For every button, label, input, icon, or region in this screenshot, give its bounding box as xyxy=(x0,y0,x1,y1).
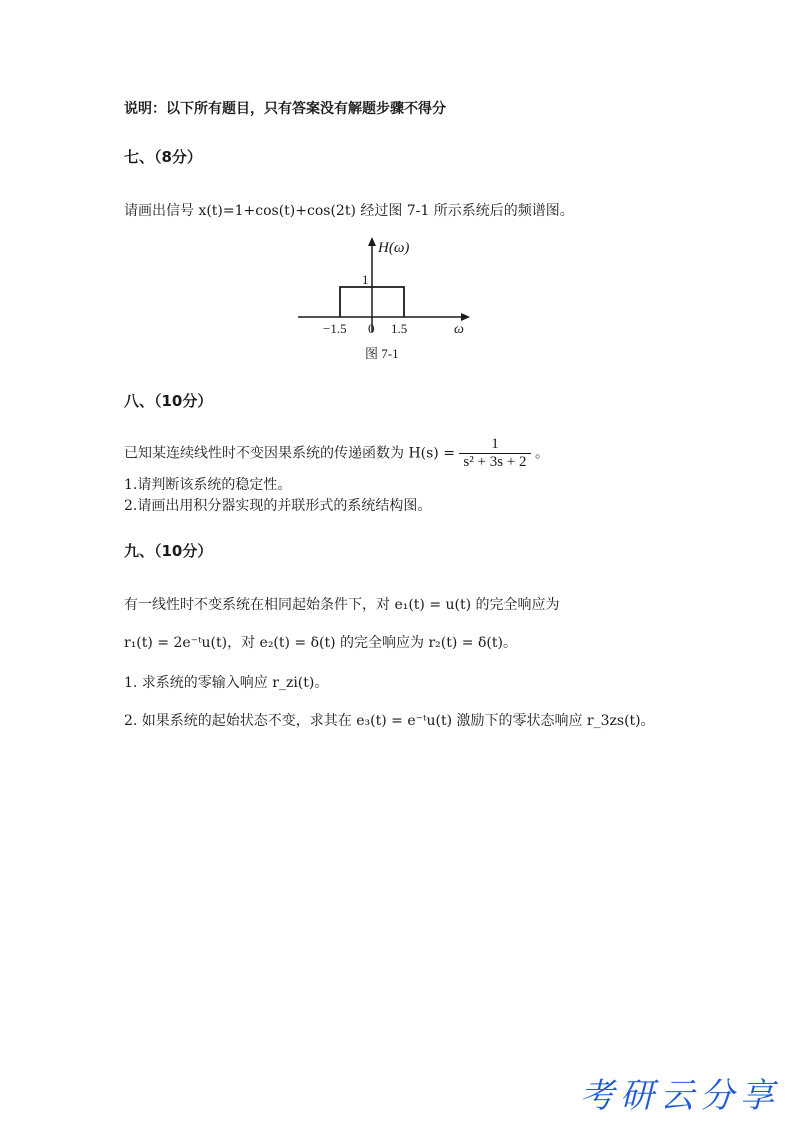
q9-line-1: 有一线性时不变系统在相同起始条件下，对 e₁(t) = u(t) 的完全响应为 xyxy=(124,597,560,613)
tick-zero: 0 xyxy=(368,321,375,336)
denominator: s² + 3s + 2 xyxy=(463,454,527,470)
q9-item-1: 1. 求系统的零输入响应 r_zi(t)。 xyxy=(124,675,329,691)
q7-text: 请画出信号 x(t)=1+cos(t)+cos(2t) 经过图 7-1 所示系统后的频谱图。 xyxy=(124,203,574,219)
q8-text-pre: 已知某连续线性时不变因果系统的传递函数为 H(s) = xyxy=(124,445,455,462)
q9-title: 九、（10分） xyxy=(124,542,213,560)
omega-label: ω xyxy=(454,322,464,337)
watermark: 考研云分享 xyxy=(580,1076,780,1116)
tick-pos: 1.5 xyxy=(391,321,408,336)
height-label: 1 xyxy=(362,272,369,287)
tick-neg: −1.5 xyxy=(323,321,347,336)
omega-axis-arrow xyxy=(461,313,470,321)
q8-text xyxy=(124,436,549,471)
transfer-function-fraction xyxy=(459,436,530,471)
q8-item-2: 2.请画出用积分器实现的并联形式的系统结构图。 xyxy=(124,498,432,514)
numerator: 1 xyxy=(459,436,530,454)
figure-caption: 图 7-1 xyxy=(365,346,399,361)
q8-text-post: 。 xyxy=(534,445,549,462)
h-axis-label: H(ω) xyxy=(378,240,410,256)
instructions-note: 说明：以下所有题目，只有答案没有解题步骤不得分 xyxy=(124,101,446,117)
q9-item-2: 2. 如果系统的起始状态不变，求其在 e₃(t) = e⁻ᵗu(t) 激励下的零状态响应 r_3zs(t)。 xyxy=(124,713,655,729)
h-axis-arrow xyxy=(368,237,376,246)
q7-title: 七、（8分） xyxy=(124,148,202,166)
q8-title: 八、（10分） xyxy=(124,392,213,410)
q8-item-1: 1.请判断该系统的稳定性。 xyxy=(124,477,292,493)
figure-7-1 xyxy=(290,232,480,367)
q9-line-2: r₁(t) = 2e⁻ᵗu(t)，对 e₂(t) = δ(t) 的完全响应为 r₂(t) = δ(t)。 xyxy=(124,635,517,651)
